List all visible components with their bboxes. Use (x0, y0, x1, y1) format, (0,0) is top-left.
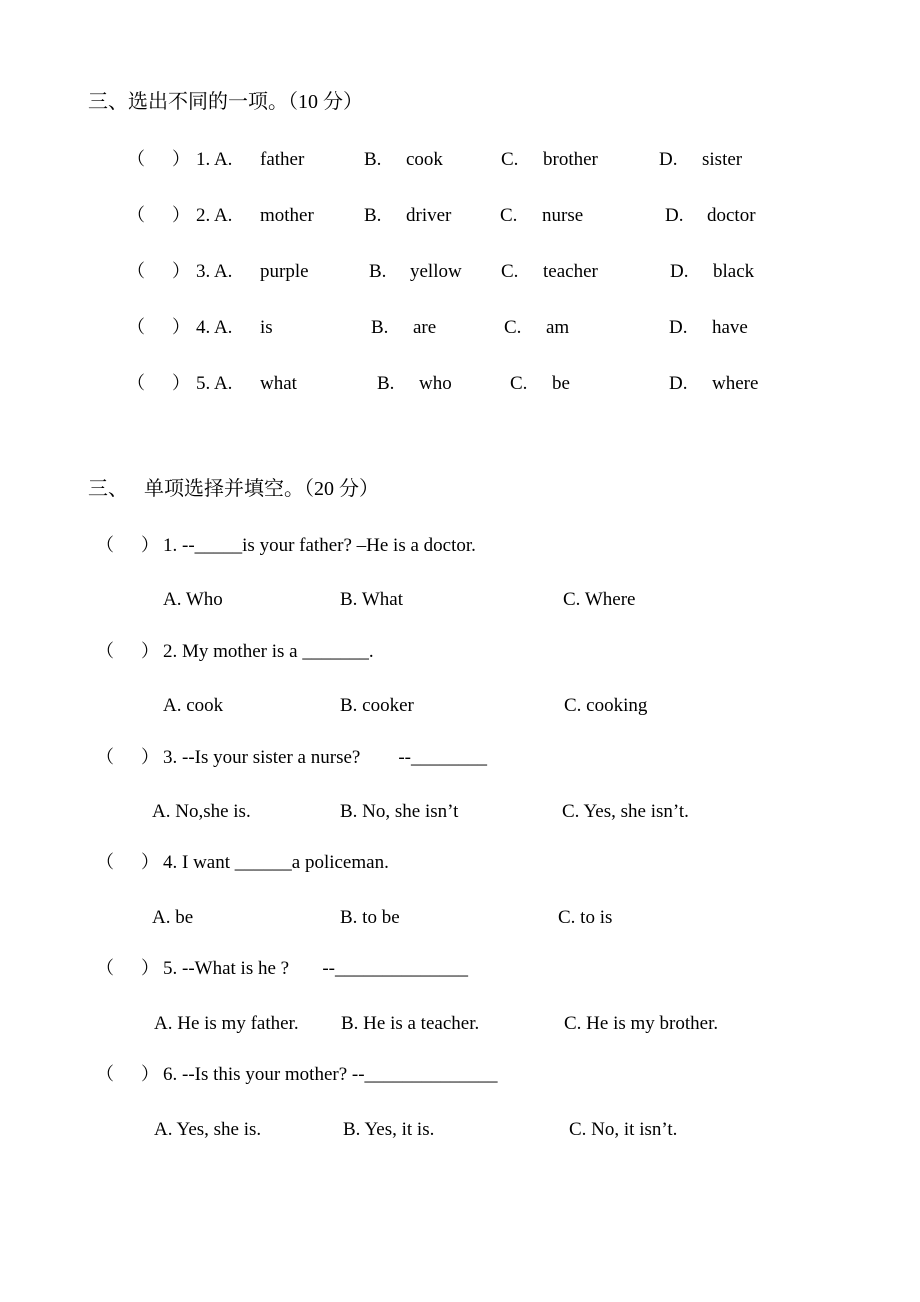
option-c-letter: C. (510, 373, 528, 394)
option-b: yellow (410, 261, 462, 282)
option-b-letter: B. (364, 205, 382, 226)
choice-c: C. He is my brother. (564, 1013, 719, 1034)
option-b: who (419, 373, 452, 394)
choice-b: B. Yes, it is. (343, 1119, 435, 1140)
choice-a: A. No,she is. (152, 801, 251, 822)
option-d-letter: D. (669, 373, 688, 394)
option-c: brother (543, 149, 598, 170)
choice-c: C. Yes, she isn’t. (562, 801, 689, 822)
option-a: mother (260, 205, 314, 226)
question-text: 2. My mother is a _______. (163, 641, 374, 662)
choice-a: A. cook (163, 695, 224, 716)
option-a: what (260, 373, 297, 394)
option-c-letter: C. (501, 149, 519, 170)
answer-blank[interactable]: （ ） (127, 149, 190, 169)
choice-b: B. No, she isn’t (340, 801, 459, 822)
question-text: 1. --_____is your father? –He is a doctor. (163, 535, 476, 556)
choice-a: A. be (152, 907, 194, 928)
question-text: 3. --Is your sister a nurse? --________ (163, 747, 487, 768)
option-c-letter: C. (504, 317, 522, 338)
option-b-letter: B. (369, 261, 387, 282)
option-b: driver (406, 205, 452, 226)
option-c: nurse (542, 205, 584, 226)
answer-blank[interactable]: （ ） (96, 747, 159, 767)
section1-title: 三、选出不同的一项。（10 分） (88, 91, 363, 113)
option-b-letter: B. (377, 373, 395, 394)
choice-b: B. What (340, 589, 403, 610)
section2-number: 三、 (88, 478, 128, 500)
answer-blank[interactable]: （ ） (96, 641, 159, 661)
option-d: black (713, 261, 755, 282)
choice-a: A. He is my father. (154, 1013, 299, 1034)
choice-b: B. cooker (340, 695, 414, 716)
option-d: where (712, 373, 759, 394)
option-b-letter: B. (364, 149, 382, 170)
item-number: 2. A. (196, 205, 233, 226)
option-d: doctor (707, 205, 756, 226)
option-c-letter: C. (500, 205, 518, 226)
choice-c: C. Where (563, 589, 636, 610)
answer-blank[interactable]: （ ） (127, 373, 190, 393)
option-b: cook (406, 149, 443, 170)
item-number: 1. A. (196, 149, 233, 170)
option-c: am (546, 317, 570, 338)
option-a: father (260, 149, 305, 170)
section2-title: 单项选择并填空。（20 分） (144, 478, 379, 500)
option-d: have (712, 317, 748, 338)
answer-blank[interactable]: （ ） (96, 535, 159, 555)
question-text: 4. I want ______a policeman. (163, 852, 389, 873)
choice-b: B. He is a teacher. (341, 1013, 480, 1034)
answer-blank[interactable]: （ ） (96, 1064, 159, 1084)
answer-blank[interactable]: （ ） (127, 261, 190, 281)
option-c-letter: C. (501, 261, 519, 282)
choice-b: B. to be (340, 907, 400, 928)
option-c: teacher (543, 261, 598, 282)
option-a: purple (260, 261, 309, 282)
answer-blank[interactable]: （ ） (127, 205, 190, 225)
option-d-letter: D. (665, 205, 684, 226)
item-number: 4. A. (196, 317, 233, 338)
choice-a: A. Yes, she is. (154, 1119, 262, 1140)
option-b: are (413, 317, 437, 338)
choice-c: C. No, it isn’t. (569, 1119, 678, 1140)
option-d-letter: D. (669, 317, 688, 338)
choice-c: C. cooking (564, 695, 648, 716)
option-d-letter: D. (659, 149, 678, 170)
question-text: 6. --Is this your mother? --______________ (163, 1064, 498, 1085)
option-d: sister (702, 149, 743, 170)
option-a: is (260, 317, 273, 338)
choice-a: A. Who (163, 589, 223, 610)
item-number: 5. A. (196, 373, 233, 394)
choice-c: C. to is (558, 907, 613, 928)
option-b-letter: B. (371, 317, 389, 338)
answer-blank[interactable]: （ ） (96, 852, 159, 872)
answer-blank[interactable]: （ ） (96, 958, 159, 978)
item-number: 3. A. (196, 261, 233, 282)
question-text: 5. --What is he ? --______________ (163, 958, 468, 979)
option-c: be (552, 373, 570, 394)
option-d-letter: D. (670, 261, 689, 282)
answer-blank[interactable]: （ ） (127, 317, 190, 337)
